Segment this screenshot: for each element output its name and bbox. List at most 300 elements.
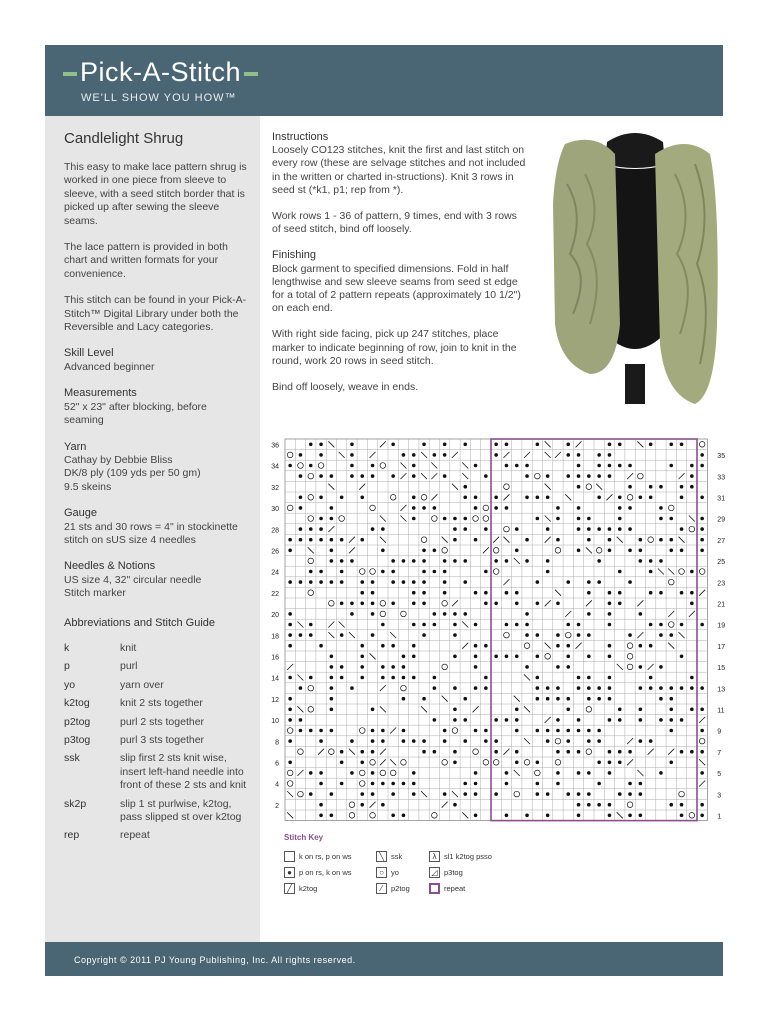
key-label: k on rs, p on ws [299,852,352,861]
abbreviation-row [64,697,249,710]
row-label-right: 25 [717,559,726,567]
row-label-right: 15 [717,665,726,673]
purl-stitch [608,803,612,807]
purl-stitch [309,443,313,447]
purl-stitch [288,644,292,648]
purl-stitch [505,506,509,510]
purl-stitch [402,665,406,669]
purl-stitch [494,718,498,722]
purl-stitch [381,644,385,648]
purl-stitch [484,570,488,574]
purl-stitch [587,729,591,733]
purl-stitch [587,676,591,680]
purl-stitch [330,655,334,659]
purl-stitch [587,474,591,478]
purl-stitch [350,474,354,478]
logo-dash-icon [244,72,258,76]
purl-stitch [340,761,344,765]
purl-stitch [597,729,601,733]
row-label-left: 34 [271,463,279,471]
purl-stitch [505,655,509,659]
key-item-knit [284,851,352,862]
purl-stitch [463,559,467,563]
purl-stitch [463,792,467,796]
purl-stitch [350,453,354,457]
purl-stitch [669,803,673,807]
purl-stitch [453,633,457,637]
purl-stitch [608,771,612,775]
row-label-right: 7 [717,749,722,757]
purl-stitch [443,474,447,478]
purl-stitch [288,708,292,712]
purl-stitch [639,782,643,786]
purl-stitch [474,496,478,500]
section-line: Stitch marker [64,587,126,600]
purl-stitch [319,803,323,807]
purl-stitch [350,464,354,468]
purl-stitch [391,580,395,584]
purl-stitch [422,559,426,563]
purl-stitch [608,602,612,606]
purl-stitch [330,729,334,733]
purl-stitch [371,580,375,584]
purl-stitch [412,506,416,510]
purl-stitch [577,718,581,722]
purl-stitch [360,676,364,680]
purl-stitch [536,517,540,521]
purl-stitch [659,559,663,563]
purl-stitch [309,570,313,574]
purl-stitch [319,814,323,818]
purl-stitch [515,549,519,553]
purl-stitch [330,580,334,584]
purl-stitch [288,697,292,701]
purl-stitch [690,686,694,690]
purl-stitch [350,612,354,616]
purl-stitch [525,814,529,818]
purl-stitch [309,464,313,468]
purl-stitch [443,517,447,521]
purl-stitch [391,782,395,786]
row-label-right: 23 [717,580,726,588]
purl-stitch [299,729,303,733]
purl-stitch [453,623,457,627]
purl-stitch [608,761,612,765]
purl-stitch [463,739,467,743]
purl-stitch [402,453,406,457]
purl-stitch [371,474,375,478]
purl-stitch [566,644,570,648]
purl-stitch [700,496,704,500]
purl-stitch [525,496,529,500]
purl-stitch [371,750,375,754]
work-rows-text: Work rows 1 - 36 of pattern, 9 times, end with 3 rows of seed stitch, bind off loosely. [272,210,517,236]
purl-stitch [597,496,601,500]
purl-stitch [463,517,467,521]
purl-stitch [494,750,498,754]
purl-stitch [381,739,385,743]
purl-stitch [340,750,344,754]
purl-stitch [433,718,437,722]
purl-stitch [649,443,653,447]
purl-stitch [597,474,601,478]
purl-stitch [597,739,601,743]
purl-stitch [412,792,416,796]
stitch-key-title: Stitch Key [284,833,324,842]
purl-stitch [319,729,323,733]
purl-stitch [566,750,570,754]
purl-stitch [669,517,673,521]
purl-stitch [546,496,550,500]
purl-stitch [453,718,457,722]
purl-stitch [546,739,550,743]
purl-stitch [494,496,498,500]
purl-stitch [330,708,334,712]
purl-stitch [474,506,478,510]
purl-stitch [360,496,364,500]
purl-stitch [340,602,344,606]
purl-stitch [608,644,612,648]
row-label-left: 16 [271,654,279,662]
purl-stitch [402,559,406,563]
purl-stitch [680,485,684,489]
purl-stitch [639,538,643,542]
purl-stitch [412,464,416,468]
purl-stitch [608,718,612,722]
purl-stitch [309,729,313,733]
purl-stitch [669,549,673,553]
section-line: 52" x 23" after blocking, before seaming [64,400,207,427]
purl-stitch [330,517,334,521]
purl-stitch [463,718,467,722]
row-label-left: 28 [271,527,279,535]
purl-stitch [515,761,519,765]
purl-stitch [608,676,612,680]
purl-stitch [659,686,663,690]
purl-stitch [639,549,643,553]
purl-stitch [371,527,375,531]
purl-stitch [412,644,416,648]
purl-stitch [299,580,303,584]
purl-stitch [360,761,364,765]
purl-stitch [680,443,684,447]
purl-stitch [669,686,673,690]
purl-stitch [484,602,488,606]
purl-stitch [319,580,323,584]
purl-stitch [700,623,704,627]
purl-stitch [680,718,684,722]
purl-stitch [299,633,303,637]
purl-stitch [340,580,344,584]
purl-stitch [350,559,354,563]
purl-stitch [628,782,632,786]
purl-stitch [474,623,478,627]
purl-stitch [525,665,529,669]
purl-stitch [618,527,622,531]
purl-stitch [443,591,447,595]
section-line: Cathay by Debbie Bliss [64,453,173,466]
purl-stitch [360,474,364,478]
brand-logo [60,57,261,88]
purl-stitch [453,612,457,616]
purl-stitch [505,443,509,447]
purl-stitch [639,612,643,616]
purl-stitch [340,633,344,637]
stitch-chart-grid [262,432,738,832]
abbreviation-meaning: yarn over [120,678,164,691]
purl-stitch [556,729,560,733]
purl-stitch [371,771,375,775]
purl-stitch [443,729,447,733]
purl-stitch [330,474,334,478]
purl-stitch [536,602,540,606]
pattern-title: Candlelight Shrug [64,130,184,147]
purl-stitch [649,485,653,489]
purl-stitch [309,623,313,627]
purl-stitch [577,729,581,733]
purl-stitch [360,580,364,584]
purl-stitch [659,771,663,775]
purl-stitch [649,676,653,680]
logo-dash-icon [63,72,77,76]
purl-stitch [288,633,292,637]
purl-stitch [330,506,334,510]
purl-stitch [608,623,612,627]
purl-stitch [618,517,622,521]
purl-stitch [690,464,694,468]
purl-stitch [618,750,622,754]
abbreviation-meaning: purl [120,660,138,673]
purl-stitch [597,686,601,690]
purl-stitch [288,580,292,584]
purl-stitch [577,771,581,775]
purl-stitch [669,464,673,468]
section-heading: Skill Level [64,347,114,360]
purl-stitch [288,739,292,743]
purl-stitch [556,782,560,786]
purl-stitch [669,708,673,712]
purl-stitch [639,708,643,712]
purl-stitch [319,570,323,574]
purl-stitch [381,665,385,669]
footer [45,942,723,976]
purl-stitch [412,496,416,500]
purl-stitch [587,580,591,584]
skill-level-section [64,347,249,374]
purl-stitch [628,580,632,584]
purl-stitch [474,792,478,796]
key-item-repeat [429,883,465,894]
purl-stitch [474,729,478,733]
purl-stitch [608,453,612,457]
purl-stitch [484,686,488,690]
purl-stitch [381,803,385,807]
key-item-sk2p [429,851,492,862]
purl-stitch [700,750,704,754]
purl-stitch [371,602,375,606]
purl-stitch [412,771,416,775]
purl-stitch [649,559,653,563]
purl-stitch [577,527,581,531]
purl-stitch [618,570,622,574]
key-item-ssk [376,851,402,862]
purl-stitch [566,655,570,659]
abbreviation-key: k2tog [64,697,90,710]
purl-stitch [443,580,447,584]
copyright-text: Copyright © 2011 PJ Young Publishing, Inc. All rights reserved. [74,955,356,965]
purl-stitch [659,591,663,595]
purl-stitch [628,814,632,818]
purl-stitch [381,729,385,733]
purl-stitch [474,782,478,786]
purl-stitch [525,612,529,616]
row-label-left: 24 [271,569,279,577]
purl-stitch [453,803,457,807]
purl-stitch [577,485,581,489]
stitch-key [284,833,534,903]
purl-stitch [639,496,643,500]
purl-stitch [587,686,591,690]
purl-stitch [577,633,581,637]
finishing-heading: Finishing [272,249,317,262]
purl-stitch [536,761,540,765]
section-line: DK/8 ply (109 yds per 50 gm) [64,467,201,480]
purl-stitch [360,591,364,595]
purl-stitch [515,718,519,722]
purl-stitch [515,708,519,712]
purl-stitch [319,538,323,542]
purl-stitch [309,633,313,637]
purl-stitch [577,464,581,468]
purl-stitch [597,803,601,807]
purl-stitch [494,506,498,510]
purl-stitch [659,623,663,627]
purl-stitch [330,559,334,563]
instructions-heading: Instructions [272,131,329,143]
row-label-right: 11 [717,707,725,715]
abbreviation-row [64,798,249,825]
purl-stitch [659,665,663,669]
purl-stitch [700,517,704,521]
purl-stitch [319,739,323,743]
purl-stitch [505,559,509,563]
purl-stitch [680,496,684,500]
purl-stitch [422,549,426,553]
purl-stitch [391,665,395,669]
purl-stitch [474,655,478,659]
purl-stitch [453,750,457,754]
yo-symbol-icon: ○ [376,867,387,878]
purl-stitch [628,549,632,553]
purl-stitch [515,527,519,531]
purl-stitch [556,538,560,542]
purl-stitch [474,591,478,595]
abbreviation-meaning: purl 3 sts together [120,734,205,746]
purl-stitch [350,602,354,606]
purl-stitch [494,792,498,796]
purl-stitch [680,750,684,754]
purl-stitch [484,739,488,743]
purl-stitch [618,602,622,606]
section-line: 21 sts and 30 rows = 4" in stockinette stitch on sUS size 4 needles [64,520,238,546]
purl-stitch [577,506,581,510]
purl-stitch [700,708,704,712]
row-label-left: 20 [271,612,279,620]
purl-stitch [319,443,323,447]
lace-chart [262,432,738,832]
purl-stitch [577,517,581,521]
purl-stitch [659,718,663,722]
purl-stitch [474,464,478,468]
purl-stitch [649,496,653,500]
purl-stitch [474,771,478,775]
purl-stitch [587,792,591,796]
purl-stitch [608,814,612,818]
purl-stitch [587,633,591,637]
purl-stitch [443,453,447,457]
purl-stitch [659,697,663,701]
abbreviation-meaning: slip 1 st purlwise, k2tog, pass slipped st over k2tog [120,797,242,824]
row-label-right: 31 [717,495,726,503]
row-label-left: 10 [271,718,279,726]
purl-stitch [402,729,406,733]
purl-stitch [546,697,550,701]
abbreviation-row [64,716,249,729]
purl-stitch [577,474,581,478]
purl-stitch [608,527,612,531]
section-line: US size 4, 32" circular needle [64,573,202,586]
purl-stitch [608,750,612,754]
purl-stitch [525,623,529,627]
purl-stitch [340,538,344,542]
purl-stitch [391,644,395,648]
purl-stitch [288,549,292,553]
purl-stitch [402,739,406,743]
shrug-photo [545,124,725,414]
purl-stitch [618,792,622,796]
purl-stitch [639,792,643,796]
purl-stitch [577,792,581,796]
row-label-right: 33 [717,474,726,482]
purl-stitch [680,549,684,553]
finishing-text: Bind off loosely, weave in ends. [272,381,419,394]
purl-stitch [556,718,560,722]
purl-stitch [649,591,653,595]
key-label: ssk [391,852,403,861]
purl-stitch [319,474,323,478]
purl-stitch [299,506,303,510]
abbreviation-meaning: purl 2 sts together [120,715,205,728]
purl-stitch [546,686,550,690]
purl-stitch [453,655,457,659]
purl-stitch [360,602,364,606]
abbreviation-key: ssk [64,752,80,765]
knit-symbol-icon [284,851,295,862]
purl-stitch [330,697,334,701]
purl-stitch [299,474,303,478]
purl-stitch [536,792,540,796]
purl-stitch [536,443,540,447]
purl-stitch [360,538,364,542]
purl-stitch [340,570,344,574]
purl-stitch [525,538,529,542]
purl-stitch [669,538,673,542]
purl-stitch [433,623,437,627]
purl-stitch [608,474,612,478]
purl-stitch [618,443,622,447]
purl-stitch [577,676,581,680]
header-banner [45,45,723,116]
